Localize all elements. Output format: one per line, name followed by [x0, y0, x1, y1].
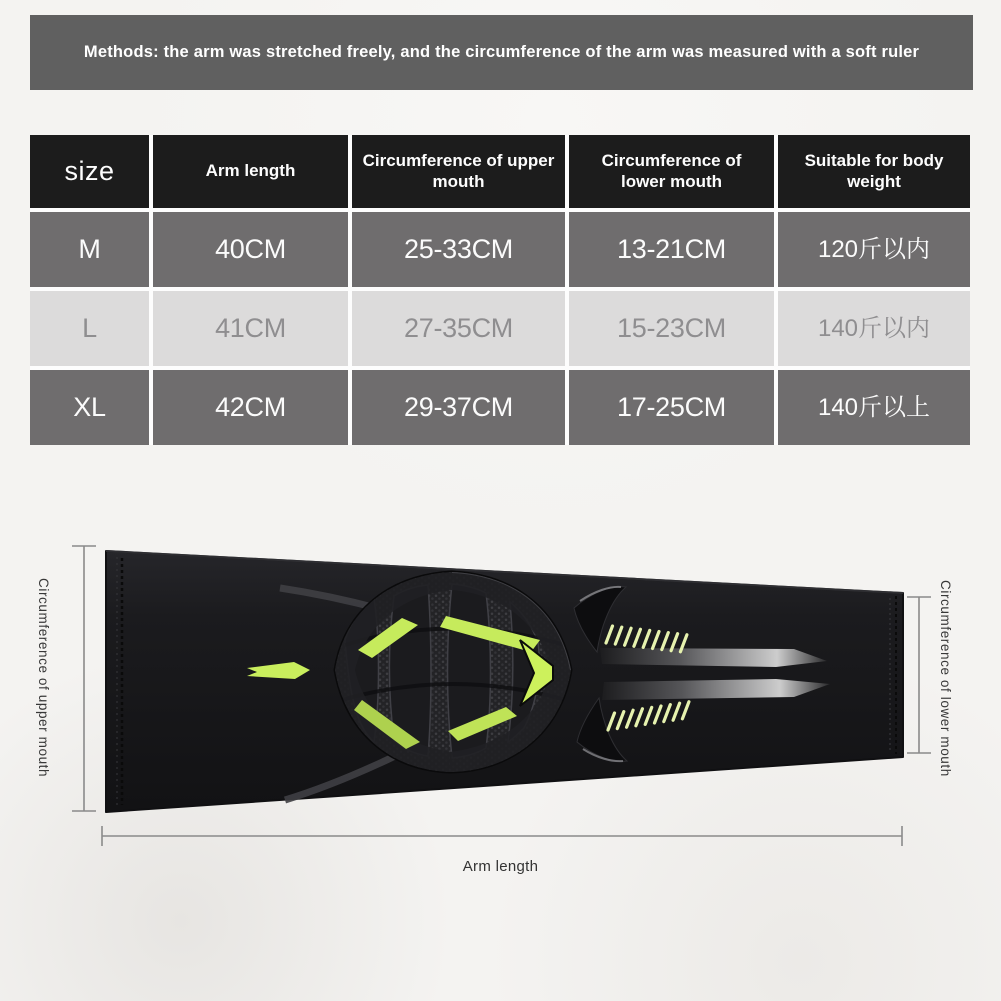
- cell-m-lower-mouth: 13-21CM: [569, 212, 774, 287]
- cell-m-size: M: [30, 212, 149, 287]
- elbow-pad: [330, 568, 578, 776]
- size-table: [30, 135, 970, 445]
- dimension-line-lower-mouth: [907, 597, 931, 753]
- dimension-line-arm-length: [102, 826, 902, 846]
- cell-l-body-weight: 140斤以内: [778, 291, 970, 366]
- methods-banner: Methods: the arm was stretched freely, and the circumference of the arm was measured with a soft ruler: [30, 15, 973, 90]
- col-header-size: size: [30, 135, 149, 208]
- green-dash-accent: [247, 662, 310, 679]
- cell-xl-body-weight: 140斤以上: [778, 370, 970, 445]
- upper-mouth-label: Circumference of upper mouth: [36, 578, 51, 778]
- green-hatch-upper: [606, 626, 687, 652]
- arm-length-label: Arm length: [462, 858, 539, 875]
- lower-mouth-label: Circumference of lower mouth: [938, 579, 953, 777]
- col-header-upper-mouth: Circumference of upper mouth: [352, 135, 565, 208]
- cell-xl-size: XL: [30, 370, 149, 445]
- cell-xl-arm-length: 42CM: [153, 370, 348, 445]
- cell-l-size: L: [30, 291, 149, 366]
- col-header-arm-length: Arm length: [153, 135, 348, 208]
- col-header-body-weight: Suitable for body weight: [778, 135, 970, 208]
- right-blades: [574, 587, 830, 762]
- arm-sleeve: [106, 551, 903, 812]
- cell-xl-lower-mouth: 17-25CM: [569, 370, 774, 445]
- dimension-line-upper-mouth: [72, 546, 96, 811]
- cell-m-body-weight: 120斤以内: [778, 212, 970, 287]
- cell-l-arm-length: 41CM: [153, 291, 348, 366]
- green-chevron: [520, 640, 553, 706]
- cell-l-lower-mouth: 15-23CM: [569, 291, 774, 366]
- green-pad-accents: [354, 616, 553, 749]
- cell-m-arm-length: 40CM: [153, 212, 348, 287]
- col-header-lower-mouth: Circumference of lower mouth: [569, 135, 774, 208]
- cell-xl-upper-mouth: 29-37CM: [352, 370, 565, 445]
- cell-l-upper-mouth: 27-35CM: [352, 291, 565, 366]
- green-hatch-lower: [608, 702, 689, 730]
- cell-m-upper-mouth: 25-33CM: [352, 212, 565, 287]
